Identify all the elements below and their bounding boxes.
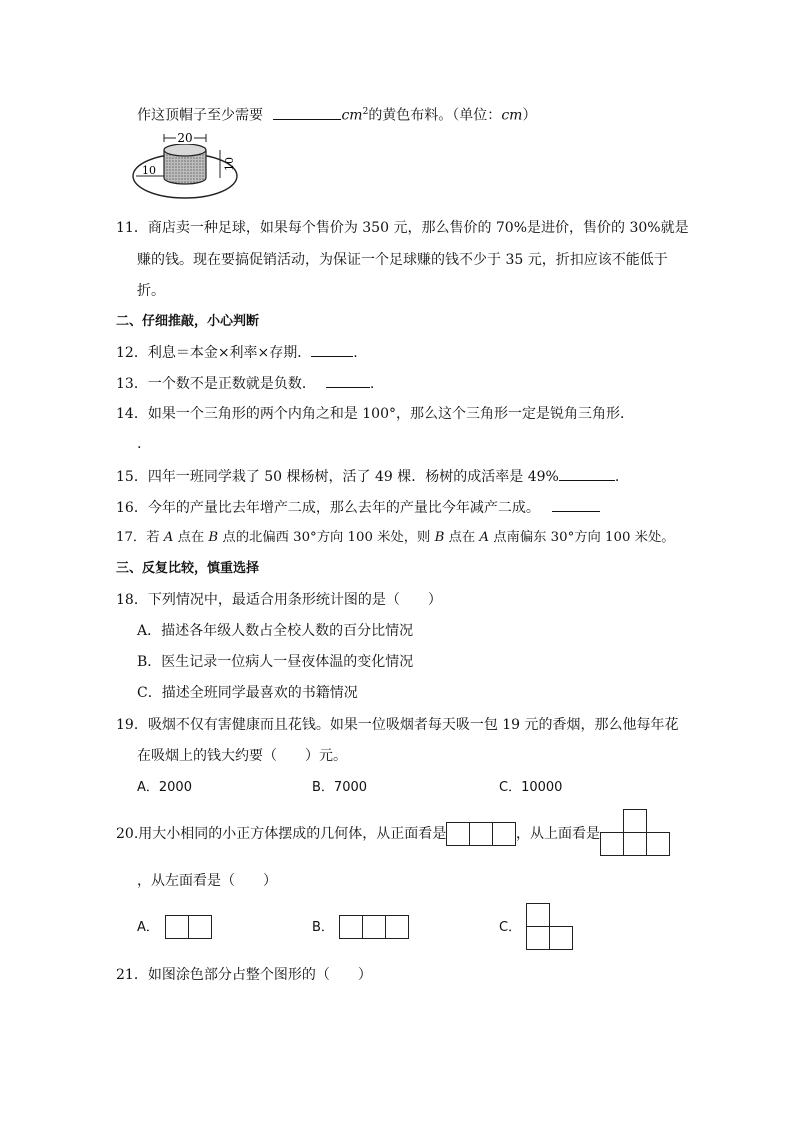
top-view-figure [600,809,672,857]
q19-option-a[interactable]: A．2000 [137,780,192,795]
q14: 14．如果一个三角形的两个内角之和是 100°，那么这个三角形一定是锐角三角形． [116,406,634,422]
q11-line-3: 折。 [137,283,165,299]
q11-line-2: 赚的钱。现在要搞促销活动，为保证一个足球赚的钱不少于 35 元，折扣应该不能低于 [137,252,668,268]
q20-line-2: ，从左面看是（ ） [137,873,277,889]
q20-option-a-figure[interactable] [165,915,213,939]
hat-figure [130,130,248,202]
q12-answer-blank[interactable] [311,342,353,357]
q20-option-a-label[interactable]: A． [137,920,159,935]
q13-answer-blank[interactable] [326,373,370,388]
front-view-figure [446,822,518,846]
q20-option-c-figure[interactable] [526,903,574,951]
q21: 21．如图涂色部分占整个图形的（ ） [116,967,372,983]
q10-answer-blank[interactable] [273,105,341,120]
q13: 13．一个数不是正数就是负数． . [116,373,374,394]
section-heading-3: 三、反复比较，慎重选择 [116,561,260,576]
section-heading-2: 二、仔细推敲，小心判断 [116,314,260,329]
q19-line-1: 19．吸烟不仅有害健康而且花钱。如果一位吸烟者每天吸一包 19 元的香烟，那么他每年花 [116,717,679,733]
q20-line-1: 20.用大小相同的小正方体摆成的几何体，从正面看是 [116,826,447,842]
q20-option-b-figure[interactable] [339,915,411,939]
q11-line-1: 11．商店卖一种足球，如果每个售价为 350 元，那么售价的 70%是进价，售价的 30%就是 [116,220,689,236]
q15: 15．四年一班同学栽了 50 棵杨树，活了 49 棵．杨树的成活率是 49% . [116,466,619,487]
q19-option-c[interactable]: C．10000 [499,780,563,795]
q20-top-view-text: ，从上面看是 [516,826,600,842]
q10-tail-text: 作这顶帽子至少需要 $cm^2$的黄色布料。（单位：cm） [137,102,536,126]
q16-answer-blank[interactable] [552,497,600,512]
q18-option-c[interactable]: C．描述全班同学最喜欢的书籍情况 [137,685,358,701]
hat-top [164,144,206,156]
q20-option-c-label[interactable]: C． [499,920,522,935]
q19-line-2: 在吸烟上的钱大约要（ ）元。 [137,748,347,764]
q15-answer-blank[interactable] [559,466,615,481]
dim-top-label: 20 [177,131,193,145]
q20-option-b-label[interactable]: B． [312,920,334,935]
dim-left-label: 10 [142,164,156,177]
q19-option-b[interactable]: B．7000 [312,780,368,795]
dim-right-label: 10 [223,157,236,171]
q12: 12．利息＝本金×利率×存期． . [116,342,358,363]
q18-option-b[interactable]: B．医生记录一位病人一昼夜体温的变化情况 [137,654,414,670]
q14-continuation: . [137,436,142,452]
q16: 16．今年的产量比去年增产二成，那么去年的产量比今年减产二成。 [116,497,600,518]
q18-option-a[interactable]: A．描述各年级人数占全校人数的百分比情况 [137,623,414,639]
q18: 18．下列情况中，最适合用条形统计图的是（ ） [116,592,442,608]
q17: 17．若 A 点在 B 点的北偏西 30°方向 100 米处，则 B 点在 A 点南偏东 30°方向 100 米处。 [116,530,675,545]
